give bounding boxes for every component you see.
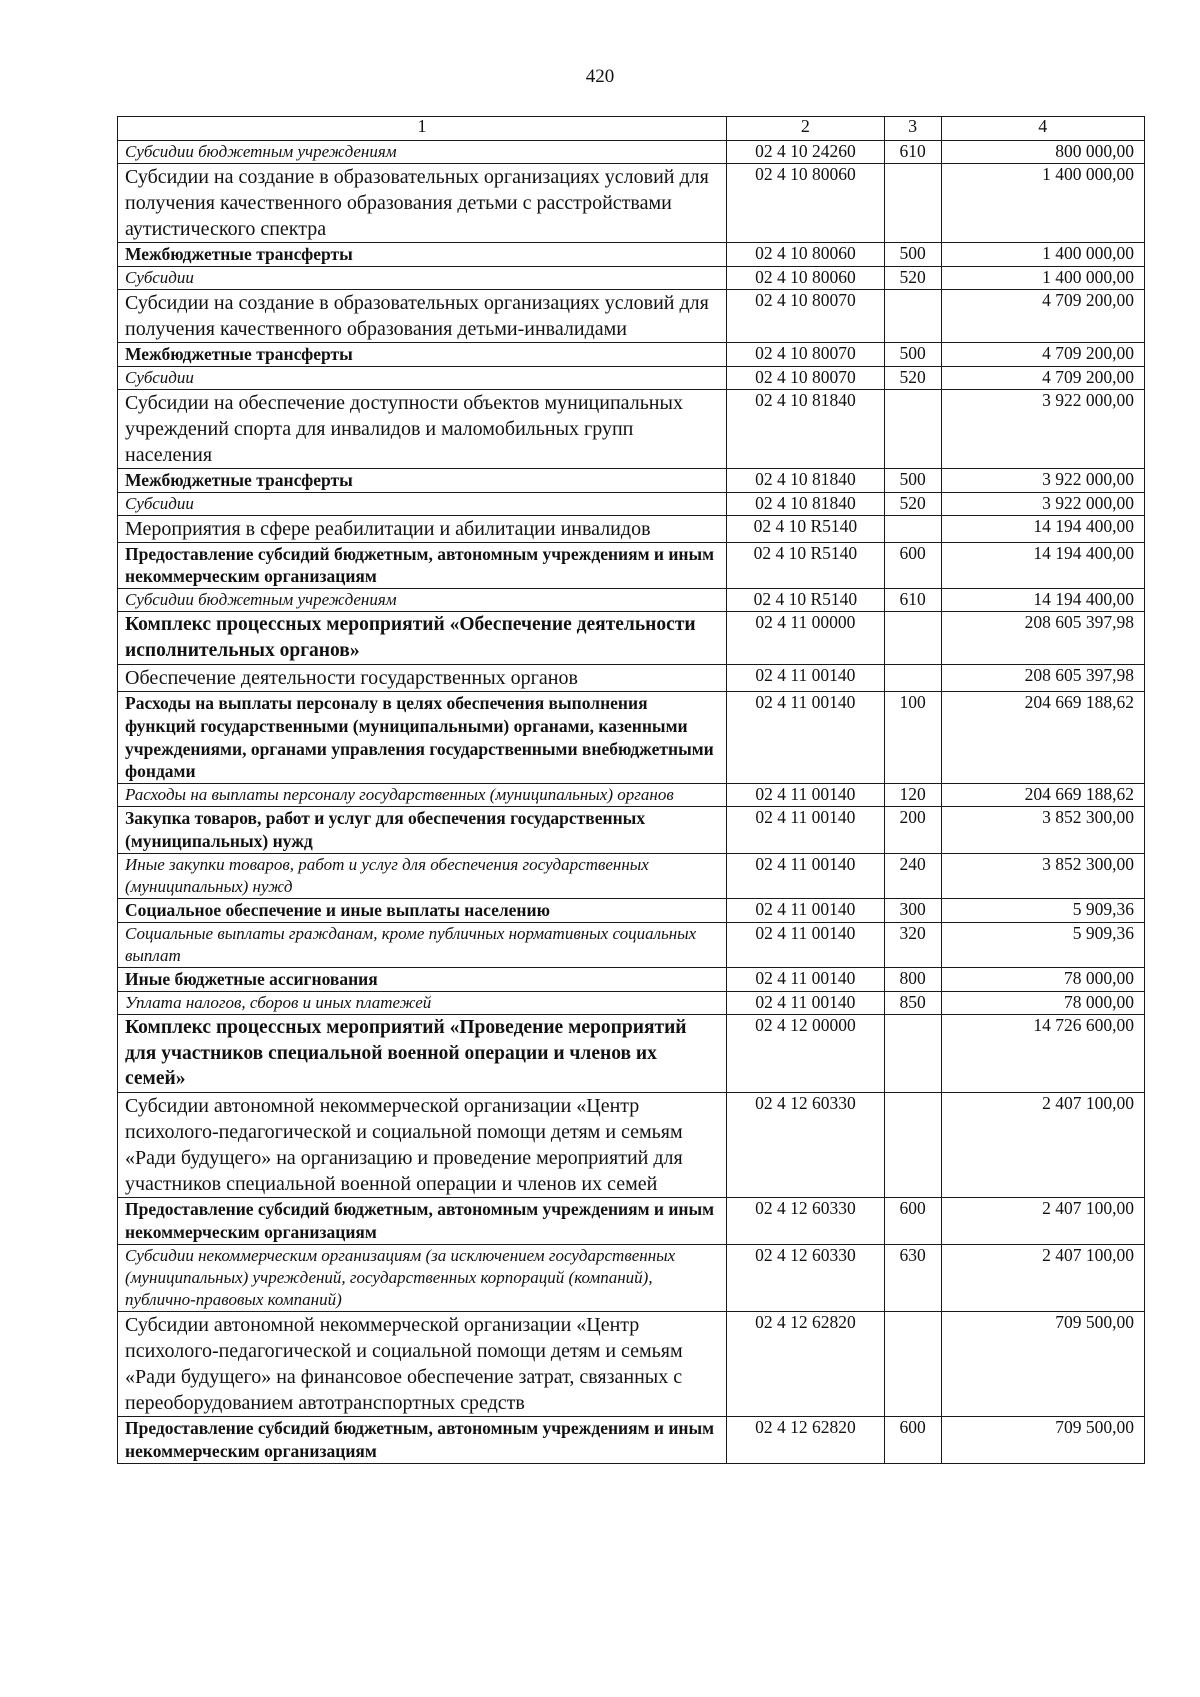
row-amount-cell: 1 400 000,00 (941, 243, 1144, 267)
row-expense-type-cell: 850 (884, 991, 941, 1014)
row-name-cell: Иные бюджетные ассигнования (118, 967, 727, 991)
row-code-cell: 02 4 11 00140 (727, 784, 885, 807)
row-amount-cell: 709 500,00 (941, 1312, 1144, 1417)
row-code-cell: 02 4 10 80070 (727, 342, 885, 366)
row-expense-type-cell: 320 (884, 922, 941, 967)
table-row (118, 692, 1145, 784)
row-code-cell: 02 4 12 60330 (727, 1093, 885, 1198)
row-amount-cell: 709 500,00 (941, 1417, 1144, 1464)
row-expense-type-cell: 600 (884, 1198, 941, 1245)
row-code-cell: 02 4 11 00140 (727, 967, 885, 991)
row-expense-type-cell: 520 (884, 266, 941, 289)
row-code-cell: 02 4 10 R5140 (727, 515, 885, 542)
header-col-4: 4 (941, 117, 1144, 141)
table-row (118, 141, 1145, 164)
row-expense-type-cell (884, 1093, 941, 1198)
row-amount-cell: 1 400 000,00 (941, 266, 1144, 289)
row-name-cell: Расходы на выплаты персоналу в целях обеспечения выполнения функций государственными (муниципальными) органами, казенными учреждениями, органами управления государственными внебюджетными фондами (118, 692, 727, 784)
row-name-cell: Субсидии бюджетным учреждениям (118, 141, 727, 164)
table-row (118, 289, 1145, 342)
row-name-cell: Уплата налогов, сборов и иных платежей (118, 991, 727, 1014)
row-code-cell: 02 4 10 24260 (727, 141, 885, 164)
row-code-cell: 02 4 12 62820 (727, 1312, 885, 1417)
row-expense-type-cell: 120 (884, 784, 941, 807)
row-code-cell: 02 4 10 80060 (727, 164, 885, 243)
row-amount-cell: 3 922 000,00 (941, 492, 1144, 515)
table-row (118, 612, 1145, 665)
row-amount-cell: 4 709 200,00 (941, 366, 1144, 389)
row-amount-cell: 14 194 400,00 (941, 589, 1144, 612)
row-name-cell: Обеспечение деятельности государственных органов (118, 665, 727, 692)
row-expense-type-cell: 520 (884, 366, 941, 389)
table-row (118, 1417, 1145, 1464)
row-amount-cell: 2 407 100,00 (941, 1244, 1144, 1311)
row-name-cell: Субсидии на обеспечение доступности объектов муниципальных учреждений спорта для инвалидов и маломобильных групп населения (118, 389, 727, 468)
row-name-cell: Субсидии автономной некоммерческой организации «Центр психолого-педагогической и социальной помощи детям и семьям «Ради будущего» на организацию и проведение мероприятий для участников специальной военной операции и членов их семей (118, 1093, 727, 1198)
row-amount-cell: 14 194 400,00 (941, 515, 1144, 542)
row-code-cell: 02 4 12 60330 (727, 1198, 885, 1245)
row-name-cell: Комплекс процессных мероприятий «Проведение мероприятий для участников специальной военной операции и членов их семей» (118, 1014, 727, 1093)
row-name-cell: Субсидии на создание в образовательных организациях условий для получения качественного образования детьми с расстройствами аутистического спектра (118, 164, 727, 243)
row-amount-cell: 3 852 300,00 (941, 807, 1144, 854)
row-expense-type-cell (884, 612, 941, 665)
page-number: 420 (585, 66, 615, 87)
table-row (118, 807, 1145, 854)
table-row (118, 967, 1145, 991)
row-expense-type-cell (884, 665, 941, 692)
row-amount-cell: 3 922 000,00 (941, 389, 1144, 468)
table-row (118, 898, 1145, 922)
row-code-cell: 02 4 10 R5140 (727, 589, 885, 612)
row-amount-cell: 5 909,36 (941, 898, 1144, 922)
row-amount-cell: 4 709 200,00 (941, 289, 1144, 342)
row-code-cell: 02 4 10 81840 (727, 492, 885, 515)
row-name-cell: Комплекс процессных мероприятий «Обеспечение деятельности исполнительных органов» (118, 612, 727, 665)
row-name-cell: Мероприятия в сфере реабилитации и абилитации инвалидов (118, 515, 727, 542)
row-amount-cell: 3 852 300,00 (941, 853, 1144, 898)
table-row (118, 366, 1145, 389)
row-name-cell: Расходы на выплаты персоналу государственных (муниципальных) органов (118, 784, 727, 807)
table-row (118, 665, 1145, 692)
row-code-cell: 02 4 10 81840 (727, 389, 885, 468)
table-row (118, 922, 1145, 967)
table-row (118, 468, 1145, 492)
table-row (118, 243, 1145, 267)
table-row (118, 1014, 1145, 1093)
row-expense-type-cell (884, 1014, 941, 1093)
row-name-cell: Субсидии некоммерческим организациям (за исключением государственных (муниципальных) учреждений, государственных корпораций (компаний), публично-правовых компаний) (118, 1244, 727, 1311)
header-col-2: 2 (727, 117, 885, 141)
row-name-cell: Субсидии (118, 266, 727, 289)
row-amount-cell: 3 922 000,00 (941, 468, 1144, 492)
row-amount-cell: 204 669 188,62 (941, 692, 1144, 784)
row-amount-cell: 5 909,36 (941, 922, 1144, 967)
row-code-cell: 02 4 10 80070 (727, 289, 885, 342)
row-code-cell: 02 4 11 00140 (727, 922, 885, 967)
row-name-cell: Субсидии (118, 492, 727, 515)
row-name-cell: Межбюджетные трансферты (118, 468, 727, 492)
row-expense-type-cell (884, 1312, 941, 1417)
row-code-cell: 02 4 10 80060 (727, 243, 885, 267)
table-row (118, 1093, 1145, 1198)
table-row (118, 589, 1145, 612)
table-row (118, 784, 1145, 807)
row-code-cell: 02 4 11 00140 (727, 692, 885, 784)
row-expense-type-cell: 600 (884, 542, 941, 589)
row-expense-type-cell (884, 164, 941, 243)
row-expense-type-cell (884, 515, 941, 542)
header-col-1: 1 (118, 117, 727, 141)
row-expense-type-cell: 240 (884, 853, 941, 898)
table-row (118, 853, 1145, 898)
row-name-cell: Предоставление субсидий бюджетным, автономным учреждениям и иным некоммерческим организациям (118, 1417, 727, 1464)
row-amount-cell: 4 709 200,00 (941, 342, 1144, 366)
row-code-cell: 02 4 10 80070 (727, 366, 885, 389)
row-expense-type-cell: 200 (884, 807, 941, 854)
row-name-cell: Социальные выплаты гражданам, кроме публичных нормативных социальных выплат (118, 922, 727, 967)
row-amount-cell: 2 407 100,00 (941, 1093, 1144, 1198)
row-code-cell: 02 4 12 60330 (727, 1244, 885, 1311)
row-name-cell: Предоставление субсидий бюджетным, автономным учреждениям и иным некоммерческим организациям (118, 1198, 727, 1245)
row-expense-type-cell: 100 (884, 692, 941, 784)
header-col-3: 3 (884, 117, 941, 141)
row-amount-cell: 204 669 188,62 (941, 784, 1144, 807)
row-amount-cell: 208 605 397,98 (941, 612, 1144, 665)
table-row (118, 266, 1145, 289)
row-code-cell: 02 4 10 81840 (727, 468, 885, 492)
table-header-row (118, 117, 1145, 141)
table-row (118, 1244, 1145, 1311)
table-row (118, 389, 1145, 468)
row-amount-cell: 800 000,00 (941, 141, 1144, 164)
table-row (118, 991, 1145, 1014)
row-name-cell: Субсидии автономной некоммерческой организации «Центр психолого-педагогической и социальной помощи детям и семьям «Ради будущего» на финансовое обеспечение затрат, связанных с переоборудованием автотранспортных средств (118, 1312, 727, 1417)
table-body (118, 141, 1145, 1464)
row-amount-cell: 14 194 400,00 (941, 542, 1144, 589)
row-expense-type-cell: 500 (884, 468, 941, 492)
table-row (118, 342, 1145, 366)
row-code-cell: 02 4 11 00140 (727, 665, 885, 692)
table-row (118, 542, 1145, 589)
table-row (118, 515, 1145, 542)
row-expense-type-cell (884, 289, 941, 342)
table-row (118, 492, 1145, 515)
row-name-cell: Межбюджетные трансферты (118, 243, 727, 267)
row-name-cell: Межбюджетные трансферты (118, 342, 727, 366)
row-code-cell: 02 4 11 00000 (727, 612, 885, 665)
row-amount-cell: 78 000,00 (941, 991, 1144, 1014)
row-expense-type-cell: 500 (884, 243, 941, 267)
row-expense-type-cell: 630 (884, 1244, 941, 1311)
row-name-cell: Предоставление субсидий бюджетным, автономным учреждениям и иным некоммерческим организациям (118, 542, 727, 589)
row-name-cell: Субсидии бюджетным учреждениям (118, 589, 727, 612)
row-expense-type-cell: 300 (884, 898, 941, 922)
row-name-cell: Субсидии на создание в образовательных организациях условий для получения качественного образования детьми-инвалидами (118, 289, 727, 342)
row-amount-cell: 2 407 100,00 (941, 1198, 1144, 1245)
row-expense-type-cell: 610 (884, 141, 941, 164)
row-expense-type-cell: 520 (884, 492, 941, 515)
table-row (118, 1312, 1145, 1417)
row-code-cell: 02 4 12 62820 (727, 1417, 885, 1464)
row-expense-type-cell (884, 389, 941, 468)
budget-table (117, 116, 1145, 1464)
row-expense-type-cell: 500 (884, 342, 941, 366)
row-expense-type-cell: 600 (884, 1417, 941, 1464)
row-name-cell: Иные закупки товаров, работ и услуг для обеспечения государственных (муниципальных) нужд (118, 853, 727, 898)
row-code-cell: 02 4 11 00140 (727, 898, 885, 922)
row-amount-cell: 14 726 600,00 (941, 1014, 1144, 1093)
row-code-cell: 02 4 11 00140 (727, 807, 885, 854)
row-expense-type-cell: 800 (884, 967, 941, 991)
row-code-cell: 02 4 11 00140 (727, 853, 885, 898)
row-name-cell: Социальное обеспечение и иные выплаты населению (118, 898, 727, 922)
table-row (118, 164, 1145, 243)
row-code-cell: 02 4 10 R5140 (727, 542, 885, 589)
row-amount-cell: 208 605 397,98 (941, 665, 1144, 692)
row-name-cell: Закупка товаров, работ и услуг для обеспечения государственных (муниципальных) нужд (118, 807, 727, 854)
row-code-cell: 02 4 12 00000 (727, 1014, 885, 1093)
row-amount-cell: 78 000,00 (941, 967, 1144, 991)
table-row (118, 1198, 1145, 1245)
row-code-cell: 02 4 11 00140 (727, 991, 885, 1014)
row-amount-cell: 1 400 000,00 (941, 164, 1144, 243)
row-name-cell: Субсидии (118, 366, 727, 389)
row-code-cell: 02 4 10 80060 (727, 266, 885, 289)
row-expense-type-cell: 610 (884, 589, 941, 612)
